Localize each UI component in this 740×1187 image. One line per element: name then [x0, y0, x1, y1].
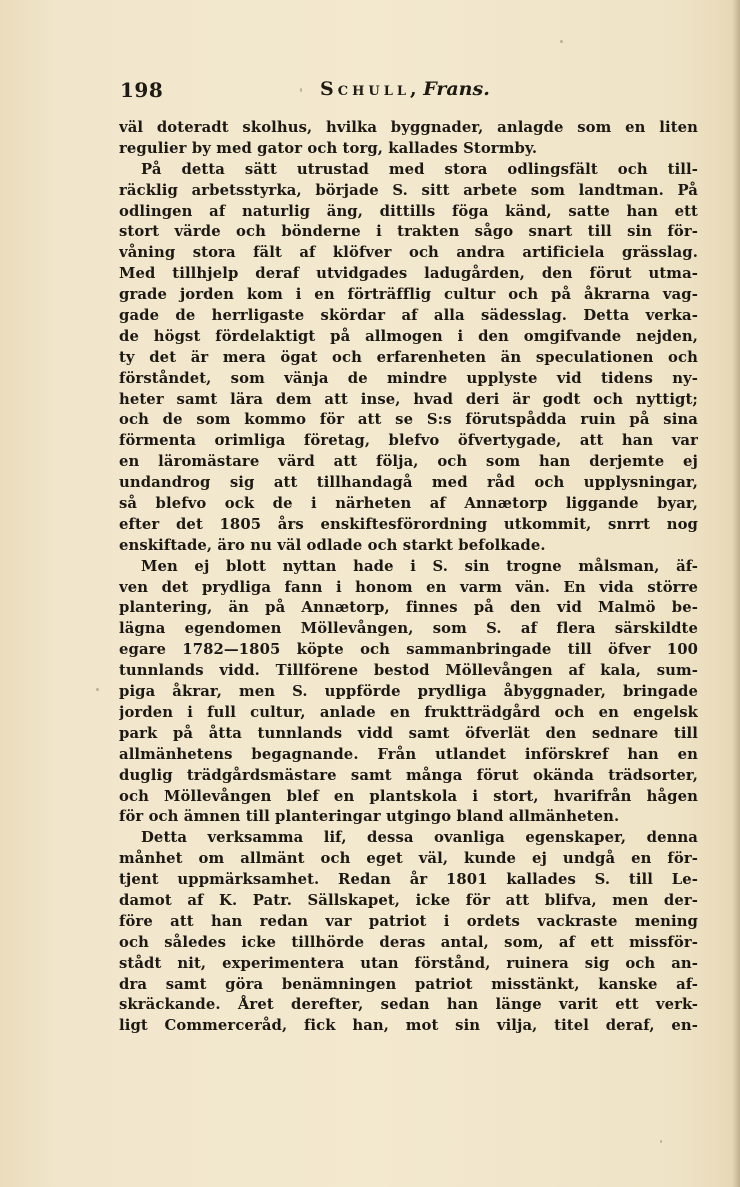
- text-line: tjent uppmärksamhet. Redan år 1801 kallades S. till Le-: [119, 871, 698, 889]
- text-line: piga åkrar, men S. uppförde prydliga åbyggnader, bringade: [119, 683, 698, 701]
- page-edge-shadow: [732, 0, 740, 1187]
- running-head-forename: Frans.: [423, 78, 490, 100]
- text-line: de högst fördelaktigt på allmogen i den omgifvande nejden,: [119, 327, 698, 345]
- text-line: gade de herrligaste skördar af alla sädesslag. Detta verka-: [119, 307, 698, 325]
- text-line: efter det 1805 års enskiftesförordning utkommit, snrrt nog: [119, 515, 698, 533]
- text-line: våning stora fält af klöfver och andra artificiela grässlag.: [119, 244, 698, 262]
- text-line: ven det prydliga fann i honom en varm vän. En vida större: [119, 578, 698, 596]
- text-line: förmenta orimliga företag, blefvo öfvertygade, att han var: [119, 432, 698, 450]
- text-line: Med tillhjelp deraf utvidgades ladugården, den förut utma-: [119, 265, 698, 283]
- text-line: och Möllevången blef en plantskola i stort, hvarifrån hågen: [119, 787, 698, 805]
- text-line: jorden i full cultur, anlade en fruktträdgård och en engelsk: [119, 703, 698, 721]
- paper-speck: [300, 88, 302, 92]
- text-line: allmänhetens begagnande. Från utlandet införskref han en: [119, 745, 698, 763]
- text-line: På detta sätt utrustad med stora odlingsfält och till-: [141, 160, 698, 178]
- paper-speck: [560, 40, 563, 43]
- text-line: park på åtta tunnlands vidd samt öfverlät den sednare till: [119, 724, 698, 742]
- text-line: skräckande. Året derefter, sedan han länge varit ett verk-: [119, 996, 698, 1014]
- page-header: [120, 78, 680, 104]
- text-line: Men ej blott nyttan hade i S. sin trogne målsman, äf-: [141, 557, 698, 575]
- text-line: förståndet, som vänja de mindre upplyste vid tidens ny-: [119, 369, 698, 387]
- text-line: heter samt lära dem att inse, hvad deri är godt och nyttigt;: [119, 390, 698, 408]
- text-line: undandrog sig att tillhandagå med råd och upplysningar,: [119, 474, 698, 492]
- running-head: [320, 78, 490, 100]
- running-head-separator: ,: [409, 78, 424, 100]
- text-line: tunnlands vidd. Tillförene bestod Möllevången af kala, sum-: [119, 662, 698, 680]
- text-line: väl doteradt skolhus, hvilka byggnader, anlagde som en liten: [119, 119, 698, 136]
- text-line: plantering, än på Annætorp, finnes på den vid Malmö be-: [119, 599, 698, 617]
- text-line: räcklig arbetsstyrka, började S. sitt arbete som landtman. På: [119, 181, 698, 199]
- text-line: damot af K. Patr. Sällskapet, icke för att blifva, men der-: [119, 891, 698, 909]
- paper-speck: [660, 1140, 662, 1143]
- text-line: grade jorden kom i en förträfflig cultur och på åkrarna vag-: [119, 286, 698, 304]
- text-line: dra samt göra benämningen patriot misstänkt, kanske af-: [119, 975, 698, 993]
- text-line: och således icke tillhörde deras antal, som, af ett missför-: [119, 933, 698, 951]
- text-line: lägna egendomen Möllevången, som S. af flera särskildte: [119, 620, 698, 638]
- text-line: enskiftade, äro nu väl odlade och starkt befolkade.: [119, 536, 546, 554]
- text-line: stort värde och bönderne i trakten sågo snart till sin för-: [119, 223, 698, 241]
- running-head-surname: Schull: [320, 78, 410, 100]
- text-line: odlingen af naturlig äng, dittills föga känd, satte han ett: [119, 202, 698, 220]
- text-line: regulier by med gator och torg, kallades Stormby.: [119, 139, 538, 157]
- text-line: ty det är mera ögat och erfarenheten än speculationen och: [119, 348, 698, 366]
- text-line: Detta verksamma lif, dessa ovanliga egenskaper, denna: [141, 829, 698, 847]
- text-line: egare 1782—1805 köpte och sammanbringade till öfver 100: [119, 641, 698, 659]
- paper-speck: [96, 688, 99, 691]
- page-number: 198: [120, 78, 164, 102]
- text-line: duglig trädgårdsmästare samt många förut okända trädsorter,: [119, 766, 698, 784]
- text-line: stådt nit, experimentera utan förstånd, ruinera sig och an-: [119, 954, 698, 972]
- text-line: en läromästare värd att följa, och som han derjemte ej: [119, 453, 698, 471]
- text-line: ligt Commerceråd, fick han, mot sin vilja, titel deraf, en-: [119, 1017, 698, 1035]
- text-line: månhet om allmänt och eget väl, kunde ej undgå en för-: [119, 850, 698, 868]
- text-line: så blefvo ock de i närheten af Annætorp liggande byar,: [119, 495, 698, 513]
- body-text: [119, 118, 698, 1037]
- text-line: för och ämnen till planteringar utgingo bland allmänheten.: [119, 808, 620, 826]
- text-line: före att han redan var patriot i ordets vackraste mening: [119, 912, 698, 930]
- text-line: och de som kommo för att se S:s förutspådda ruin på sina: [119, 411, 698, 429]
